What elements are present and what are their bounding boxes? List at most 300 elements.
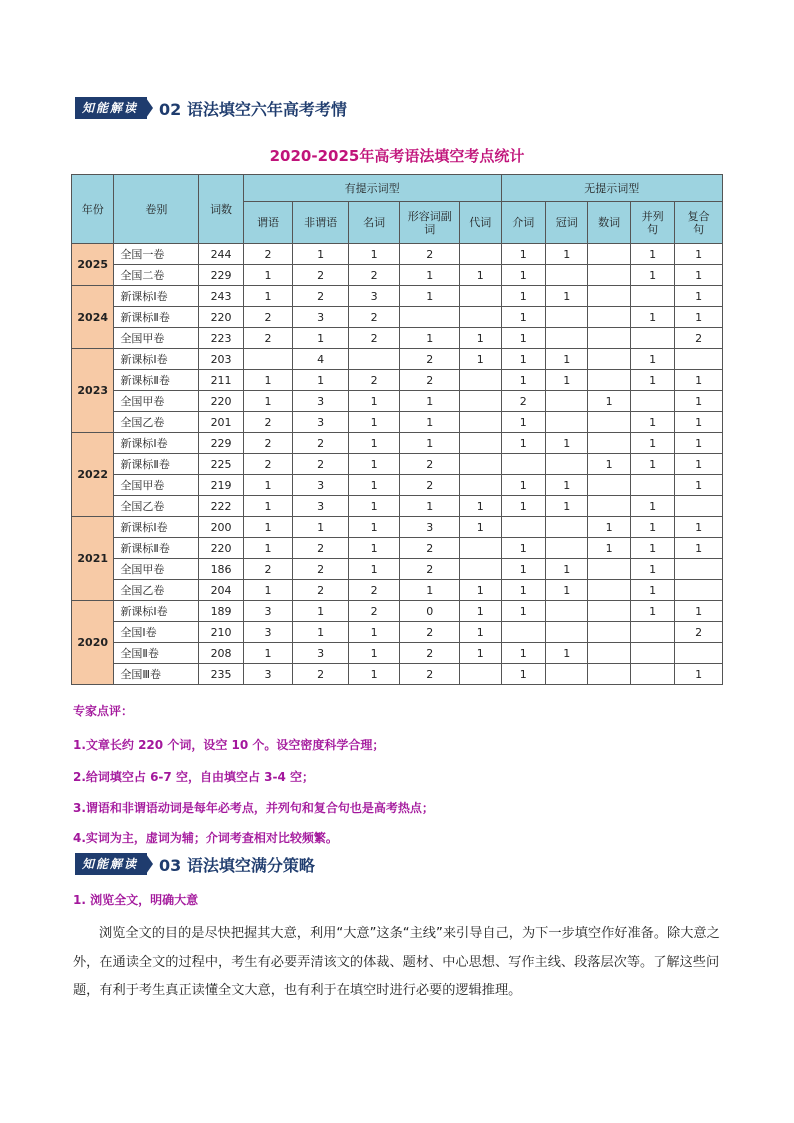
count-cell: 1 [630,265,674,286]
header-col: 并列句 [630,202,674,244]
count-cell: 2 [400,475,460,496]
table-row [72,496,723,517]
year-cell: 2025 [72,244,114,286]
wordcount-cell: 220 [199,391,243,412]
count-cell: 1 [675,265,723,286]
wordcount-cell: 211 [199,370,243,391]
count-cell [588,580,630,601]
count-cell [588,328,630,349]
count-cell: 1 [501,328,545,349]
count-cell: 2 [293,580,349,601]
year-cell: 2023 [72,349,114,433]
table-row [72,265,723,286]
count-cell [400,307,460,328]
count-cell: 1 [675,391,723,412]
count-cell: 1 [400,580,460,601]
count-cell: 1 [675,475,723,496]
count-cell: 1 [348,475,400,496]
count-cell: 2 [400,349,460,370]
count-cell: 1 [348,244,400,265]
count-cell: 1 [243,391,293,412]
wordcount-cell: 229 [199,433,243,454]
count-cell: 1 [630,307,674,328]
count-cell: 1 [546,643,588,664]
count-cell [588,286,630,307]
section-03-heading [75,853,315,875]
year-cell: 2022 [72,433,114,517]
table-row [72,391,723,412]
count-cell [675,349,723,370]
wordcount-cell: 243 [199,286,243,307]
count-cell: 1 [630,517,674,538]
count-cell [630,475,674,496]
count-cell: 2 [400,454,460,475]
count-cell [588,265,630,286]
count-cell: 2 [243,412,293,433]
count-cell [588,475,630,496]
paper-cell: 全国甲卷 [114,391,199,412]
count-cell: 3 [400,517,460,538]
count-cell: 2 [400,664,460,685]
count-cell: 1 [293,622,349,643]
count-cell: 2 [243,454,293,475]
table-row [72,643,723,664]
paper-cell: 全国Ⅰ卷 [114,622,199,643]
count-cell [546,391,588,412]
count-cell: 1 [501,307,545,328]
count-cell: 1 [501,643,545,664]
count-cell [348,349,400,370]
count-cell: 1 [630,244,674,265]
count-cell [460,412,502,433]
header-col: 名词 [348,202,400,244]
stats-table [71,174,723,685]
count-cell [630,286,674,307]
comments-title: 专家点评： [73,704,134,718]
table-row [72,664,723,685]
paper-cell: 新课标Ⅱ卷 [114,370,199,391]
count-cell: 1 [675,286,723,307]
wordcount-cell: 229 [199,265,243,286]
count-cell: 2 [348,265,400,286]
count-cell [460,559,502,580]
table-row [72,307,723,328]
header-col: 介词 [501,202,545,244]
count-cell [630,664,674,685]
count-cell: 2 [293,265,349,286]
count-cell: 1 [460,643,502,664]
count-cell [588,601,630,622]
count-cell: 1 [501,265,545,286]
count-cell: 1 [630,580,674,601]
wordcount-cell: 208 [199,643,243,664]
paper-cell: 新课标Ⅰ卷 [114,517,199,538]
comment-item: 2.给词填空占 6-7 空，自由填空占 3-4 空； [73,770,314,784]
count-cell [588,664,630,685]
wordcount-cell: 210 [199,622,243,643]
count-cell [460,475,502,496]
table-row [72,475,723,496]
count-cell: 1 [501,475,545,496]
count-cell: 1 [501,538,545,559]
count-cell: 1 [546,349,588,370]
count-cell: 1 [348,664,400,685]
count-cell [630,391,674,412]
count-cell [588,307,630,328]
wordcount-cell: 189 [199,601,243,622]
table-row [72,349,723,370]
table-row [72,286,723,307]
count-cell: 1 [630,454,674,475]
count-cell: 2 [348,328,400,349]
count-cell: 3 [293,496,349,517]
count-cell [588,433,630,454]
sub-heading: 1. 浏览全文，明确大意 [73,893,199,907]
count-cell: 1 [675,412,723,433]
paper-cell: 全国二卷 [114,265,199,286]
year-cell: 2024 [72,286,114,349]
count-cell: 1 [460,580,502,601]
count-cell: 1 [348,643,400,664]
count-cell: 1 [546,559,588,580]
wordcount-cell: 220 [199,307,243,328]
count-cell: 2 [348,601,400,622]
count-cell: 1 [501,349,545,370]
table-row [72,601,723,622]
count-cell: 2 [243,244,293,265]
count-cell [675,580,723,601]
count-cell: 1 [400,412,460,433]
count-cell [501,454,545,475]
count-cell [588,244,630,265]
wordcount-cell: 225 [199,454,243,475]
count-cell: 1 [293,370,349,391]
count-cell: 1 [293,601,349,622]
count-cell: 1 [630,370,674,391]
wordcount-cell: 223 [199,328,243,349]
count-cell [501,517,545,538]
count-cell: 1 [501,664,545,685]
count-cell: 1 [348,559,400,580]
count-cell: 2 [400,538,460,559]
count-cell [460,286,502,307]
count-cell [588,349,630,370]
count-cell: 1 [501,370,545,391]
section-title: 03 语法填空满分策略 [159,855,315,875]
count-cell [460,370,502,391]
count-cell: 1 [588,538,630,559]
table-row [72,412,723,433]
count-cell: 1 [460,601,502,622]
count-cell: 2 [243,307,293,328]
count-cell [546,307,588,328]
table-row [72,538,723,559]
wordcount-cell: 204 [199,580,243,601]
count-cell: 2 [293,538,349,559]
count-cell [588,370,630,391]
header-col: 谓语 [243,202,293,244]
count-cell: 1 [243,517,293,538]
paper-cell: 新课标Ⅰ卷 [114,433,199,454]
count-cell: 1 [243,538,293,559]
count-cell: 1 [348,433,400,454]
count-cell: 3 [293,412,349,433]
count-cell: 1 [675,244,723,265]
count-cell: 1 [675,517,723,538]
count-cell [675,496,723,517]
count-cell [630,328,674,349]
count-cell: 1 [546,433,588,454]
count-cell: 1 [501,412,545,433]
count-cell: 1 [400,265,460,286]
count-cell: 1 [675,664,723,685]
count-cell [546,538,588,559]
count-cell [460,454,502,475]
count-cell [460,664,502,685]
paper-cell: 全国乙卷 [114,412,199,433]
count-cell [630,622,674,643]
count-cell: 1 [348,454,400,475]
count-cell: 2 [675,622,723,643]
count-cell [588,559,630,580]
count-cell: 1 [675,370,723,391]
count-cell: 1 [546,580,588,601]
wordcount-cell: 201 [199,412,243,433]
count-cell: 1 [400,328,460,349]
header-paper: 卷别 [114,175,199,244]
count-cell: 1 [630,412,674,433]
paper-cell: 全国乙卷 [114,496,199,517]
paper-cell: 新课标Ⅰ卷 [114,601,199,622]
count-cell [546,265,588,286]
count-cell: 2 [400,559,460,580]
count-cell: 3 [243,664,293,685]
paper-cell: 全国Ⅱ卷 [114,643,199,664]
comment-item: 1.文章长约 220 个词，设空 10 个。设空密度科学合理； [73,738,385,752]
paper-cell: 全国Ⅲ卷 [114,664,199,685]
count-cell: 1 [348,412,400,433]
paper-cell: 全国甲卷 [114,559,199,580]
count-cell [588,622,630,643]
count-cell [546,328,588,349]
count-cell: 1 [348,622,400,643]
count-cell: 1 [546,496,588,517]
wordcount-cell: 186 [199,559,243,580]
count-cell [460,391,502,412]
count-cell: 1 [400,433,460,454]
count-cell: 2 [293,559,349,580]
comment-item: 3.谓语和非谓语动词是每年必考点，并列句和复合句也是高考热点； [73,801,434,815]
paper-cell: 新课标Ⅰ卷 [114,286,199,307]
paper-cell: 全国乙卷 [114,580,199,601]
count-cell: 1 [460,265,502,286]
count-cell: 1 [293,328,349,349]
wordcount-cell: 235 [199,664,243,685]
count-cell: 1 [243,286,293,307]
count-cell: 1 [460,349,502,370]
count-cell: 2 [293,286,349,307]
count-cell [546,412,588,433]
count-cell: 1 [675,307,723,328]
table-row [72,580,723,601]
year-cell: 2021 [72,517,114,601]
table-row [72,454,723,475]
count-cell: 2 [293,454,349,475]
count-cell: 1 [630,559,674,580]
count-cell [460,433,502,454]
paper-cell: 全国一卷 [114,244,199,265]
header-hint-group: 有提示词型 [243,175,501,202]
count-cell [501,622,545,643]
count-cell [546,454,588,475]
table-row [72,328,723,349]
count-cell: 1 [675,601,723,622]
count-cell [675,643,723,664]
count-cell: 1 [501,244,545,265]
header-col: 冠词 [546,202,588,244]
wordcount-cell: 203 [199,349,243,370]
table-title: 2020-2025年高考语法填空考点统计 [269,147,525,165]
section-title: 02 语法填空六年高考考情 [159,99,347,119]
count-cell: 1 [460,328,502,349]
stats-body [72,244,723,685]
count-cell [630,643,674,664]
table-row [72,517,723,538]
count-cell: 1 [293,517,349,538]
wordcount-cell: 219 [199,475,243,496]
paper-cell: 全国甲卷 [114,475,199,496]
count-cell: 3 [243,622,293,643]
count-cell: 1 [243,496,293,517]
header-year: 年份 [72,175,114,244]
count-cell: 1 [501,559,545,580]
count-cell: 1 [546,286,588,307]
header-col: 非谓语 [293,202,349,244]
header-nohint-group: 无提示词型 [501,175,722,202]
count-cell [588,496,630,517]
count-cell: 1 [675,538,723,559]
paper-cell: 新课标Ⅱ卷 [114,454,199,475]
count-cell: 3 [348,286,400,307]
section-badge: 知能解读 [75,97,147,119]
count-cell: 2 [348,580,400,601]
count-cell: 1 [501,433,545,454]
paper-cell: 新课标Ⅱ卷 [114,307,199,328]
count-cell: 1 [243,370,293,391]
count-cell: 1 [243,475,293,496]
count-cell: 1 [630,601,674,622]
wordcount-cell: 220 [199,538,243,559]
count-cell: 3 [243,601,293,622]
count-cell: 2 [293,433,349,454]
count-cell: 2 [243,328,293,349]
count-cell: 1 [546,475,588,496]
count-cell [243,349,293,370]
wordcount-cell: 200 [199,517,243,538]
count-cell: 2 [348,307,400,328]
count-cell: 1 [546,370,588,391]
count-cell: 1 [293,244,349,265]
count-cell: 1 [588,517,630,538]
count-cell: 1 [675,433,723,454]
section-badge: 知能解读 [75,853,147,875]
count-cell: 3 [293,391,349,412]
count-cell: 1 [460,496,502,517]
count-cell: 1 [400,496,460,517]
paper-cell: 全国甲卷 [114,328,199,349]
count-cell: 3 [293,643,349,664]
header-col: 复合句 [675,202,723,244]
header-col: 代词 [460,202,502,244]
count-cell: 1 [400,391,460,412]
count-cell [460,307,502,328]
count-cell: 1 [588,454,630,475]
paragraph-text: 浏览全文的目的是尽快把握其大意，利用“大意”这条“主线”来引导自己，为下一步填空作好准备。除大意之外，在通读全文的过程中，考生有必要弄清该文的体裁、题材、中心思想、写作主线、段落层次等。了解这些问题，有利于考生真正读懂全文大意，也有利于在填空时进行必要的逻辑推理。 [73,926,720,998]
section-02-heading [75,97,347,119]
count-cell [546,622,588,643]
count-cell: 1 [348,538,400,559]
count-cell: 2 [348,370,400,391]
count-cell: 1 [243,643,293,664]
paper-cell: 新课标Ⅰ卷 [114,349,199,370]
count-cell: 1 [460,622,502,643]
count-cell [460,538,502,559]
count-cell: 2 [293,664,349,685]
count-cell: 1 [630,349,674,370]
count-cell [546,664,588,685]
table-row [72,370,723,391]
count-cell: 1 [400,286,460,307]
count-cell: 2 [243,433,293,454]
count-cell: 2 [675,328,723,349]
count-cell: 1 [348,517,400,538]
body-paragraph [73,920,728,1006]
count-cell [588,643,630,664]
year-cell: 2020 [72,601,114,685]
count-cell: 2 [501,391,545,412]
count-cell: 3 [293,307,349,328]
count-cell: 1 [501,580,545,601]
count-cell: 1 [630,433,674,454]
header-wordcount: 词数 [199,175,243,244]
paper-cell: 新课标Ⅱ卷 [114,538,199,559]
header-col: 数词 [588,202,630,244]
count-cell [546,517,588,538]
count-cell: 2 [400,370,460,391]
count-cell: 1 [630,496,674,517]
count-cell: 1 [630,538,674,559]
count-cell [460,244,502,265]
count-cell: 2 [400,244,460,265]
count-cell: 1 [460,517,502,538]
count-cell [675,559,723,580]
wordcount-cell: 244 [199,244,243,265]
count-cell: 2 [243,559,293,580]
wordcount-cell: 222 [199,496,243,517]
count-cell [546,601,588,622]
count-cell: 2 [400,622,460,643]
count-cell: 1 [501,496,545,517]
comment-item: 4.实词为主，虚词为辅；介词考查相对比较频繁。 [73,831,338,845]
table-row [72,559,723,580]
count-cell: 1 [348,496,400,517]
table-row [72,244,723,265]
count-cell [588,412,630,433]
count-cell: 1 [588,391,630,412]
count-cell: 1 [501,286,545,307]
count-cell: 1 [501,601,545,622]
table-row [72,622,723,643]
